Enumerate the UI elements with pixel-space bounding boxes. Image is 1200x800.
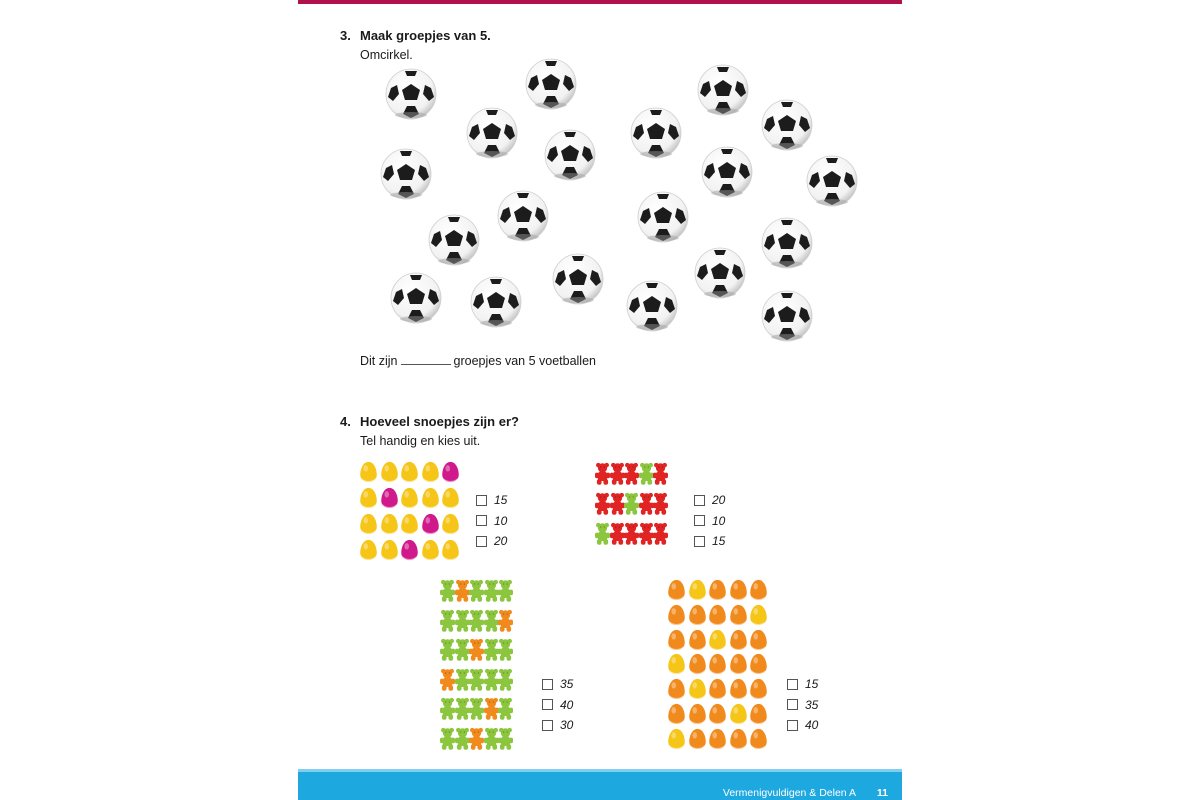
gummy-bear-icon bbox=[653, 462, 668, 492]
gumdrop-candy-icon bbox=[667, 728, 688, 753]
gummy-bear-icon bbox=[498, 579, 513, 609]
gumdrop-candy-icon bbox=[749, 629, 770, 654]
gummy-bear-icon bbox=[624, 522, 639, 552]
gumdrop-candy-icon bbox=[380, 461, 401, 487]
gumdrop-candy-icon bbox=[667, 579, 688, 604]
gumdrop-candy-icon bbox=[688, 629, 709, 654]
gumdrop-candy-icon bbox=[749, 653, 770, 678]
checkbox[interactable] bbox=[787, 679, 798, 690]
soccer-ball-icon[interactable] bbox=[385, 68, 437, 120]
soccer-ball-icon[interactable] bbox=[470, 276, 522, 328]
gummy-bear-icon bbox=[455, 638, 470, 668]
checkbox[interactable] bbox=[694, 495, 705, 506]
gummy-bear-icon bbox=[469, 579, 484, 609]
gummy-bear-icon bbox=[653, 522, 668, 552]
gumdrop-candy-icon bbox=[749, 678, 770, 703]
option-label: 15 bbox=[712, 534, 726, 549]
gumdrop-candy-icon bbox=[400, 461, 421, 487]
answer-options-group-4 bbox=[787, 674, 818, 736]
option-label: 30 bbox=[560, 718, 574, 733]
gumdrop-candy-icon bbox=[729, 579, 750, 604]
answer-option[interactable] bbox=[542, 695, 573, 716]
soccer-ball-icon[interactable] bbox=[428, 214, 480, 266]
gumdrop-candy-icon bbox=[729, 653, 750, 678]
gumdrop-candy-icon bbox=[708, 604, 729, 629]
answer-option[interactable] bbox=[476, 511, 507, 532]
soccer-ball-icon[interactable] bbox=[694, 247, 746, 299]
gumdrop-candy-icon bbox=[380, 487, 401, 513]
page-number: 11 bbox=[876, 787, 888, 799]
gumdrop-candy-icon bbox=[749, 728, 770, 753]
soccer-ball-icon[interactable] bbox=[626, 280, 678, 332]
gumdrop-candy-icon bbox=[421, 513, 442, 539]
checkbox[interactable] bbox=[787, 699, 798, 710]
option-label: 40 bbox=[560, 697, 574, 712]
soccer-ball-icon[interactable] bbox=[701, 146, 753, 198]
option-label: 20 bbox=[494, 534, 508, 549]
answer-option[interactable] bbox=[787, 715, 818, 736]
gummy-bear-icon bbox=[653, 492, 668, 522]
option-label: 40 bbox=[805, 718, 819, 733]
option-label: 10 bbox=[494, 513, 508, 528]
gumdrop-candy-icon bbox=[359, 513, 380, 539]
answer-options-group-3 bbox=[542, 674, 573, 736]
checkbox[interactable] bbox=[542, 699, 553, 710]
answer-blank[interactable] bbox=[401, 352, 451, 365]
gummy-bear-icon bbox=[440, 697, 455, 727]
gumdrop-candy-icon bbox=[688, 728, 709, 753]
checkbox[interactable] bbox=[542, 679, 553, 690]
gumdrop-candy-icon bbox=[688, 678, 709, 703]
gumdrop-candy-icon bbox=[708, 678, 729, 703]
gummy-bear-icon bbox=[498, 638, 513, 668]
answer-options-group-1 bbox=[476, 490, 507, 552]
gummy-bear-icon bbox=[484, 697, 499, 727]
answer-option[interactable] bbox=[476, 490, 507, 511]
gumdrop-candy-icon bbox=[667, 604, 688, 629]
gumdrop-candy-icon bbox=[380, 539, 401, 565]
exercise-4-instruction: Tel handig en kies uit. bbox=[360, 434, 481, 448]
gumdrop-candy-icon bbox=[441, 487, 462, 513]
gumdrop-candy-icon bbox=[441, 539, 462, 565]
answer-option[interactable] bbox=[694, 490, 725, 511]
soccer-ball-icon[interactable] bbox=[761, 217, 813, 269]
gummy-bear-icon bbox=[595, 522, 610, 552]
exercise-4-title: Hoeveel snoepjes zijn er? bbox=[360, 414, 519, 429]
gummy-bear-icon bbox=[624, 492, 639, 522]
checkbox[interactable] bbox=[694, 515, 705, 526]
top-accent-bar bbox=[298, 0, 902, 4]
gummy-bear-icon bbox=[455, 668, 470, 698]
soccer-ball-icon[interactable] bbox=[630, 107, 682, 159]
gumdrop-candy-icon bbox=[688, 703, 709, 728]
gumdrop-candy-icon bbox=[400, 539, 421, 565]
gummy-bear-icon bbox=[498, 697, 513, 727]
gummy-bear-icon bbox=[595, 462, 610, 492]
gummy-bear-icon bbox=[440, 638, 455, 668]
answer-options-group-2 bbox=[694, 490, 725, 552]
soccer-ball-icon[interactable] bbox=[380, 148, 432, 200]
exercise-3-instruction: Omcirkel. bbox=[360, 48, 413, 62]
checkbox[interactable] bbox=[476, 495, 487, 506]
gumdrop-candy-icon bbox=[729, 728, 750, 753]
page-footer bbox=[298, 772, 902, 800]
gummy-bear-icon bbox=[498, 727, 513, 757]
gumdrop-candy-icon bbox=[359, 539, 380, 565]
soccer-ball-icon[interactable] bbox=[390, 272, 442, 324]
footer-title: Vermenigvuldigen & Delen A bbox=[722, 787, 856, 799]
gumdrop-candy-icon bbox=[688, 604, 709, 629]
gumdrop-candy-icon bbox=[400, 513, 421, 539]
gumdrop-candy-icon bbox=[708, 579, 729, 604]
gummy-bear-icon bbox=[610, 522, 625, 552]
gummy-bear-icon bbox=[484, 609, 499, 639]
gummy-bear-icon bbox=[484, 668, 499, 698]
gumdrop-candy-icon bbox=[359, 461, 380, 487]
gumdrop-candy-icon bbox=[749, 579, 770, 604]
soccer-ball-icon[interactable] bbox=[552, 253, 604, 305]
option-label: 15 bbox=[805, 677, 819, 692]
candy-group-2 bbox=[595, 462, 668, 552]
soccer-ball-icon[interactable] bbox=[525, 58, 577, 110]
gummy-bear-icon bbox=[469, 697, 484, 727]
soccer-ball-icon[interactable] bbox=[466, 107, 518, 159]
answer-option[interactable] bbox=[694, 531, 725, 552]
gummy-bear-icon bbox=[469, 609, 484, 639]
gummy-bear-icon bbox=[455, 609, 470, 639]
gummy-bear-icon bbox=[610, 462, 625, 492]
gummy-bear-icon bbox=[469, 727, 484, 757]
gummy-bear-icon bbox=[624, 462, 639, 492]
answer-option[interactable] bbox=[694, 511, 725, 532]
gumdrop-candy-icon bbox=[667, 703, 688, 728]
gumdrop-candy-icon bbox=[729, 629, 750, 654]
gummy-bear-icon bbox=[484, 638, 499, 668]
candy-group-4 bbox=[667, 579, 770, 753]
answer-suffix: groepjes van 5 voetballen bbox=[453, 354, 596, 368]
checkbox[interactable] bbox=[476, 515, 487, 526]
gummy-bear-icon bbox=[469, 668, 484, 698]
gummy-bear-icon bbox=[498, 609, 513, 639]
checkbox[interactable] bbox=[476, 536, 487, 547]
gumdrop-candy-icon bbox=[708, 629, 729, 654]
exercise-3-title: Maak groepjes van 5. bbox=[360, 28, 491, 43]
checkbox[interactable] bbox=[542, 720, 553, 731]
gumdrop-candy-icon bbox=[421, 461, 442, 487]
gumdrop-candy-icon bbox=[729, 703, 750, 728]
candy-group-1 bbox=[359, 461, 462, 565]
gumdrop-candy-icon bbox=[667, 629, 688, 654]
gummy-bear-icon bbox=[639, 522, 654, 552]
soccer-ball-icon[interactable] bbox=[761, 290, 813, 342]
gumdrop-candy-icon bbox=[667, 653, 688, 678]
option-label: 20 bbox=[712, 493, 726, 508]
answer-option[interactable] bbox=[787, 695, 818, 716]
gumdrop-candy-icon bbox=[729, 604, 750, 629]
gummy-bear-icon bbox=[469, 638, 484, 668]
gumdrop-candy-icon bbox=[749, 703, 770, 728]
gumdrop-candy-icon bbox=[441, 513, 462, 539]
gummy-bear-icon bbox=[440, 668, 455, 698]
candy-group-3 bbox=[440, 579, 513, 756]
answer-option[interactable] bbox=[542, 674, 573, 695]
gummy-bear-icon bbox=[440, 727, 455, 757]
gummy-bear-icon bbox=[455, 579, 470, 609]
checkbox[interactable] bbox=[694, 536, 705, 547]
gumdrop-candy-icon bbox=[749, 604, 770, 629]
gummy-bear-icon bbox=[639, 492, 654, 522]
gumdrop-candy-icon bbox=[708, 703, 729, 728]
gumdrop-candy-icon bbox=[667, 678, 688, 703]
gumdrop-candy-icon bbox=[729, 678, 750, 703]
soccer-ball-icon[interactable] bbox=[697, 64, 749, 116]
exercise-3-number: 3. bbox=[340, 28, 351, 43]
gummy-bear-icon bbox=[440, 579, 455, 609]
answer-option[interactable] bbox=[476, 531, 507, 552]
gumdrop-candy-icon bbox=[421, 487, 442, 513]
gumdrop-candy-icon bbox=[400, 487, 421, 513]
gumdrop-candy-icon bbox=[421, 539, 442, 565]
answer-option[interactable] bbox=[542, 715, 573, 736]
exercise-4-heading bbox=[340, 414, 519, 429]
exercise-3-heading bbox=[340, 28, 491, 43]
option-label: 35 bbox=[560, 677, 574, 692]
gummy-bear-icon bbox=[484, 727, 499, 757]
gummy-bear-icon bbox=[455, 727, 470, 757]
gummy-bear-icon bbox=[595, 492, 610, 522]
answer-prefix: Dit zijn bbox=[360, 354, 398, 368]
soccer-ball-icon[interactable] bbox=[497, 190, 549, 242]
gumdrop-candy-icon bbox=[688, 653, 709, 678]
checkbox[interactable] bbox=[787, 720, 798, 731]
answer-option[interactable] bbox=[787, 674, 818, 695]
exercise-3-answer-line bbox=[360, 352, 596, 368]
option-label: 15 bbox=[494, 493, 508, 508]
exercise-4-number: 4. bbox=[340, 414, 351, 429]
soccer-ball-icon[interactable] bbox=[544, 129, 596, 181]
gummy-bear-icon bbox=[484, 579, 499, 609]
gumdrop-candy-icon bbox=[708, 653, 729, 678]
gumdrop-candy-icon bbox=[359, 487, 380, 513]
gummy-bear-icon bbox=[498, 668, 513, 698]
gummy-bear-icon bbox=[639, 462, 654, 492]
gumdrop-candy-icon bbox=[688, 579, 709, 604]
gummy-bear-icon bbox=[455, 697, 470, 727]
gummy-bear-icon bbox=[610, 492, 625, 522]
option-label: 10 bbox=[712, 513, 726, 528]
option-label: 35 bbox=[805, 697, 819, 712]
gumdrop-candy-icon bbox=[441, 461, 462, 487]
gumdrop-candy-icon bbox=[380, 513, 401, 539]
soccer-ball-icon[interactable] bbox=[637, 191, 689, 243]
gummy-bear-icon bbox=[440, 609, 455, 639]
soccer-ball-icon[interactable] bbox=[806, 155, 858, 207]
soccer-ball-icon[interactable] bbox=[761, 99, 813, 151]
gumdrop-candy-icon bbox=[708, 728, 729, 753]
